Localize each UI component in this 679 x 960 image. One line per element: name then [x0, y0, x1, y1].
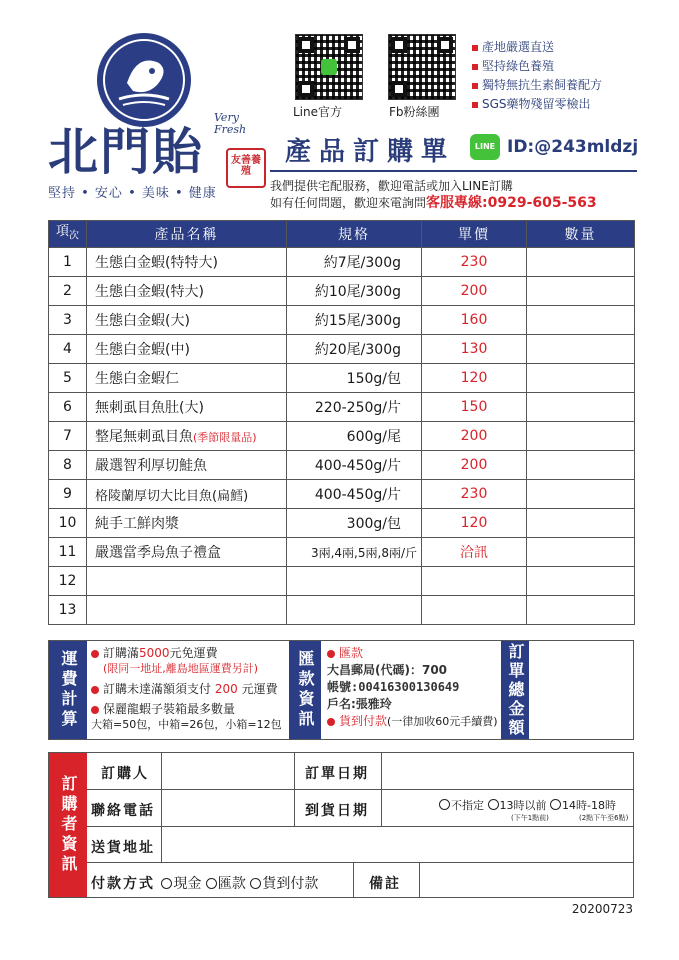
radio-before-13[interactable] [488, 799, 499, 810]
qty-cell[interactable] [527, 480, 635, 509]
service-info [270, 178, 597, 212]
table-row: 6 無刺虱目魚肚(大) 220-250g/片 150 [49, 393, 635, 422]
header-spec: 規格 [287, 221, 422, 248]
radio-cod[interactable] [250, 878, 261, 889]
shipping-rules: 訂購滿5000元免運費 (限同一地址,離島地區運費另計) 訂購未達滿額須支付 200 元運費 保麗龍蝦子裝箱最多數量 大箱=50包，中箱=26包，小箱=12包 [91, 646, 282, 731]
customer-info-box [48, 752, 634, 898]
remit-details: 匯款 大昌郵局(代碼)：700 帳號:00416300130649 戶名:張雅玲 貨到付款(一律加收60元手續費) [327, 646, 498, 728]
qty-cell[interactable] [527, 567, 635, 596]
fb-qr-code[interactable] [388, 34, 456, 100]
brand-tagline: 堅持 • 安心 • 美味 • 健康 [48, 186, 217, 201]
qty-cell[interactable] [527, 248, 635, 277]
shipping-head: 運費計算 [49, 641, 87, 739]
feature-item: 產地嚴選直送 [472, 38, 602, 57]
remark-field[interactable] [419, 862, 633, 897]
buyer-field[interactable] [161, 753, 294, 789]
page-title: 產品訂購單 [285, 137, 456, 167]
table-row: 11 嚴選當季烏魚子禮盒 3兩,4兩,5兩,8兩/斤 洽訊 [49, 538, 635, 567]
address-label: 送貨地址 [91, 840, 155, 856]
note-before-13: (下午1點前) [511, 814, 549, 822]
phone-field[interactable] [161, 789, 294, 826]
radio-14-18[interactable] [550, 799, 561, 810]
delivery-time-options: 不指定 13時以前 14時-18時 [439, 797, 616, 813]
buyer-label: 訂購人 [101, 766, 149, 782]
brand-name: 北門貽 [48, 122, 204, 181]
hotline[interactable]: 客服專線:0929-605-563 [426, 195, 597, 211]
qty-cell[interactable] [527, 335, 635, 364]
qty-cell[interactable] [527, 596, 635, 625]
seasonal-tag: (季節限量品) [193, 431, 257, 444]
header-item-no: 項$_次$ [49, 221, 87, 248]
customer-head: 訂購者資訊 [49, 753, 87, 897]
header-price: 單價 [422, 221, 527, 248]
feature-item: SGS藥物殘留零檢出 [472, 95, 602, 114]
payment-method-row: 付款方式 現金 匯款 貨到付款 [91, 876, 319, 892]
table-row: 8 嚴選智利厚切鮭魚 400-450g/片 200 [49, 451, 635, 480]
line-qr-caption: Line官方 [293, 105, 343, 119]
address-field[interactable] [161, 826, 633, 862]
qty-cell[interactable] [527, 277, 635, 306]
total-head: 訂單總金額 [501, 641, 529, 739]
product-table [48, 220, 635, 625]
header-quantity: 數量 [527, 221, 635, 248]
remark-label: 備註 [369, 876, 401, 892]
table-row: 4 生態白金蝦(中) 約20尾/300g 130 [49, 335, 635, 364]
table-row: 12 [49, 567, 635, 596]
line-qr-code[interactable] [295, 34, 363, 100]
phone-label: 聯絡電話 [91, 803, 155, 819]
radio-cash[interactable] [161, 878, 172, 889]
service-line-1: 我們提供宅配服務，歡迎電話或加入LINE訂購 [270, 179, 513, 193]
header-product-name: 產品名稱 [87, 221, 287, 248]
table-row: 13 [49, 596, 635, 625]
remit-head: 匯款資訊 [289, 641, 321, 739]
radio-no-preference[interactable] [439, 799, 450, 810]
payment-info-box [48, 640, 634, 740]
line-app-icon: LINE [470, 134, 500, 160]
table-row: 5 生態白金蝦仁 150g/包 120 [49, 364, 635, 393]
arrival-date-label: 到貨日期 [305, 803, 369, 819]
table-row: 10 純手工鮮肉漿 300g/包 120 [49, 509, 635, 538]
radio-remit[interactable] [206, 878, 217, 889]
table-row: 9 格陵蘭厚切大比目魚(扁鱈) 400-450g/片 230 [49, 480, 635, 509]
table-row: 7 整尾無刺虱目魚(季節限量品) 600g/尾 200 [49, 422, 635, 451]
total-amount-field[interactable] [529, 641, 633, 739]
table-row: 1 生態白金蝦(特特大) 約7尾/300g 230 [49, 248, 635, 277]
line-id[interactable]: ID:@243mldzj [507, 137, 639, 157]
header-divider [270, 170, 637, 172]
qty-cell[interactable] [527, 422, 635, 451]
service-line-2: 如有任何問題，歡迎來電詢問 [270, 196, 427, 210]
note-14-18: (2點下午至6點) [579, 814, 629, 822]
table-row: 3 生態白金蝦(大) 約15尾/300g 160 [49, 306, 635, 335]
qty-cell[interactable] [527, 451, 635, 480]
feature-list [472, 38, 602, 114]
table-header [49, 221, 635, 248]
seal-stamp: 友善養殖 [226, 148, 266, 188]
very-fresh-text: Very Fresh [214, 111, 247, 136]
order-date-label: 訂單日期 [305, 766, 369, 782]
qty-cell[interactable] [527, 364, 635, 393]
qty-cell[interactable] [527, 306, 635, 335]
qty-cell[interactable] [527, 393, 635, 422]
qty-cell[interactable] [527, 509, 635, 538]
fb-qr-caption: Fb粉絲團 [389, 105, 440, 119]
feature-item: 獨特無抗生素飼養配方 [472, 76, 602, 95]
line-icon [321, 59, 337, 75]
document-code: 20200723 [571, 902, 633, 916]
table-row: 2 生態白金蝦(特大) 約10尾/300g 200 [49, 277, 635, 306]
qty-cell[interactable] [527, 538, 635, 567]
order-date-field[interactable] [381, 753, 633, 789]
feature-item: 堅持綠色養殖 [472, 57, 602, 76]
